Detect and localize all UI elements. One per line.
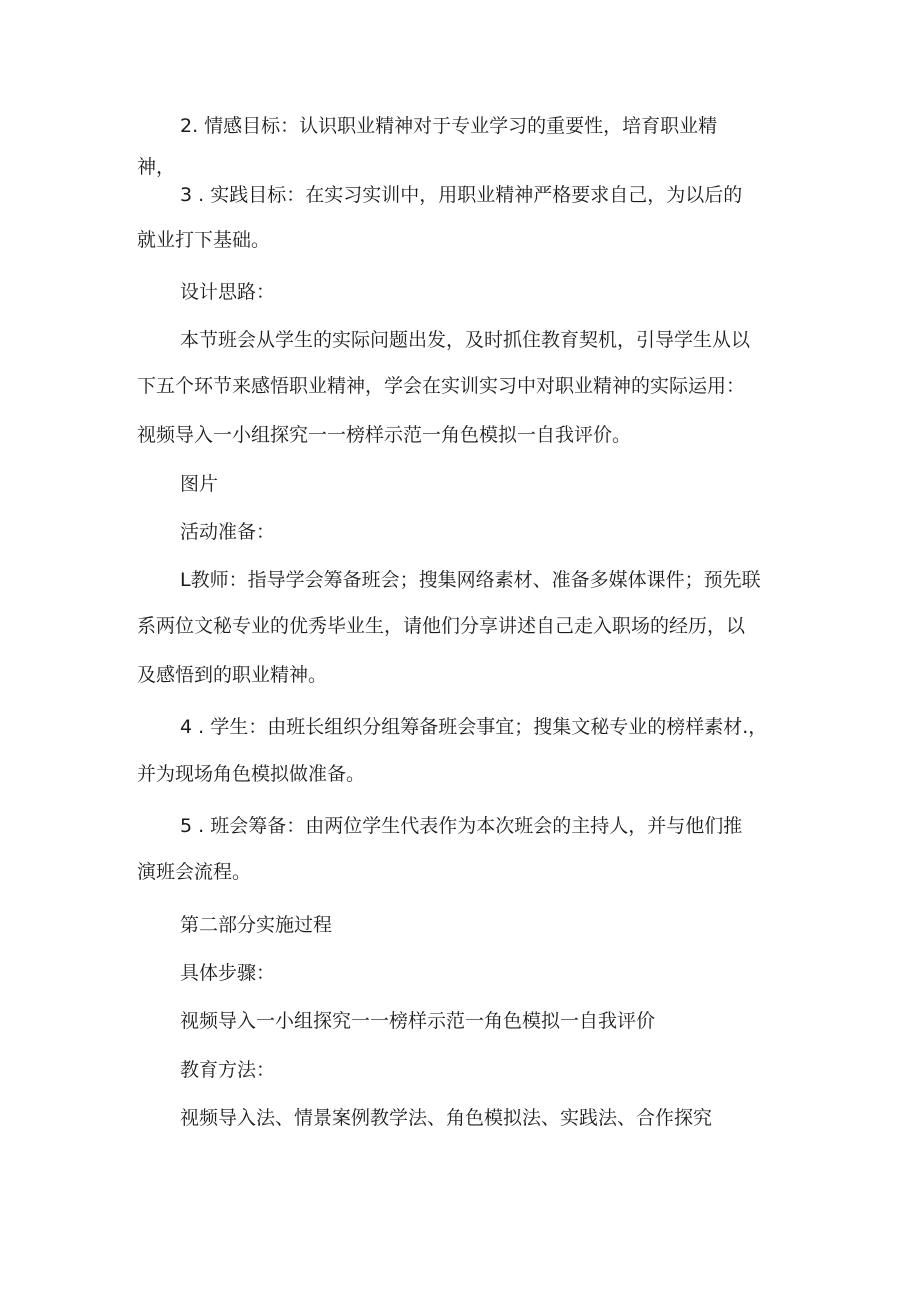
text-line: 系两位文秘专业的优秀毕业生，请他们分享讲述自己走入职场的经历，以	[137, 615, 746, 637]
text-line: 2. 情感目标：认识职业精神对于专业学习的重要性，培育职业精	[180, 115, 718, 137]
paragraph-teacher-prep	[137, 558, 761, 700]
text-line: 本节班会从学生的实际问题出发，及时抓住教育契机，引导学生从以	[180, 329, 751, 351]
steps-body	[180, 999, 655, 1043]
text-line: 图片	[180, 473, 219, 495]
methods-heading	[180, 1048, 275, 1092]
paragraph-practical-goal	[137, 173, 743, 264]
design-heading	[180, 270, 275, 314]
text-line: 5 . 班会筹备：由两位学生代表作为本次班会的主持人，并与他们推	[180, 815, 743, 837]
text-line: 具体步骤：	[180, 962, 276, 984]
activity-heading	[180, 510, 275, 554]
part-two-heading	[180, 903, 332, 947]
paragraph-student-prep	[137, 705, 768, 799]
text-line: 教育方法：	[180, 1059, 276, 1081]
text-line: 下五个环节来感悟职业精神，学会在实训实习中对职业精神的实际运用：	[137, 375, 746, 397]
steps-heading	[180, 951, 275, 995]
picture-label	[180, 462, 218, 506]
text-line: 设计思路：	[180, 281, 276, 303]
text-line: 活动准备：	[180, 521, 276, 543]
text-line: 并为现场角色模拟做准备。	[137, 763, 366, 785]
text-line: 及感悟到的职业精神。	[137, 664, 328, 686]
paragraph-design-body	[137, 318, 751, 460]
text-line: 4 . 学生：由班长组织分组筹备班会事宜；搜集文秘专业的榜样素材.，	[180, 716, 768, 738]
text-line: 3 . 实践目标：在实习实训中，用职业精神严格要求自己，为以后的	[180, 184, 743, 206]
text-line: 演班会流程。	[137, 861, 252, 883]
text-line: 视频导入一小组探究一一榜样示范一角色模拟一自我评价。	[137, 424, 632, 446]
text-line: 就业打下基础。	[137, 229, 271, 251]
text-line: 视频导入法、情景案例教学法、角色模拟法、实践法、合作探究	[180, 1107, 713, 1129]
text-line: L教师：指导学会筹备班会；搜集网络素材、准备多媒体课件；预先联	[180, 569, 761, 591]
text-line: 第二部分实施过程	[180, 914, 333, 936]
methods-body	[180, 1096, 712, 1140]
text-line: 视频导入一小组探究一一榜样示范一角色模拟一自我评价	[180, 1010, 656, 1032]
paragraph-meeting-prep	[137, 804, 743, 897]
text-line: 神，	[137, 156, 176, 178]
